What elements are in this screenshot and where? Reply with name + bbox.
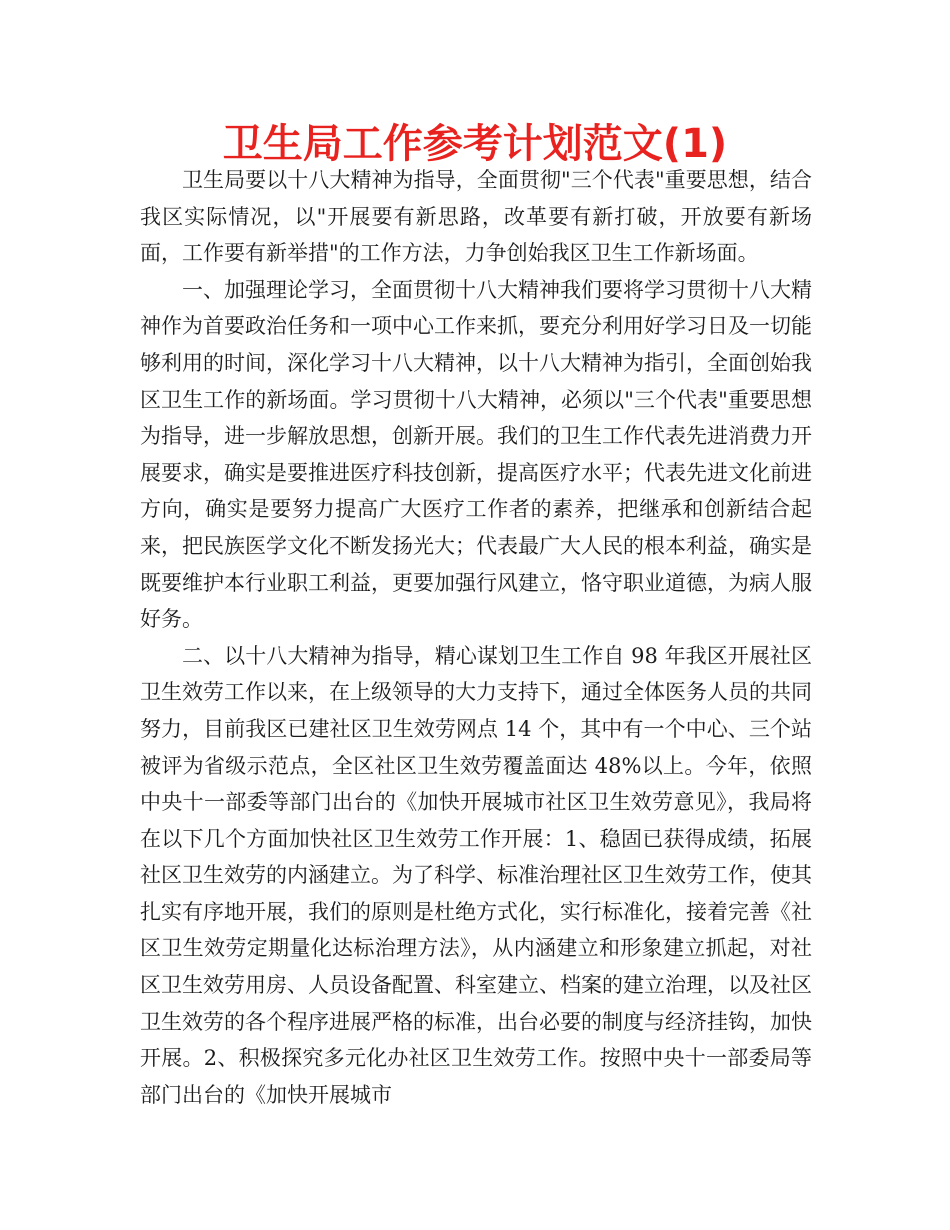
document-title: 卫生局工作参考计划范文(1) [222,121,728,167]
paragraph-section-one: 一、加强理论学习，全面贯彻十八大精神我们要将学习贯彻十八大精神作为首要政治任务和一项中心工作来抓，要充分利用好学习日及一切能够利用的时间，深化学习十八大精神，以十八大精神为指引，全面创始我区卫生工作的新场面。学习贯彻十八大精神，必须以"三个代表"重要思想为指导，进一步解放思想，创新开展。我们的卫生工作代表先进消费力开展要求，确实是要推进医疗科技创新，提高医疗水平；代表先进文化前进方向，确实是要努力提高广大医疗工作者的素养，把继承和创新结合起来，把民族医学文化不断发扬光大；代表最广大人民的根本利益，确实是既要维护本行业职工利益，更要加强行风建立，恪守职业道德，为病人服好务。 [140,277,812,632]
document-body [140,162,812,1113]
paragraph-section-two: 二、以十八大精神为指导，精心谋划卫生工作自 98 年我区开展社区卫生效劳工作以来，在上级领导的大力支持下，通过全体医务人员的共同努力，目前我区已建社区卫生效劳网点 14 个，其中有一个中心、三个站被评为省级示范点，全区社区卫生效劳覆盖面达 48%以上。今年，依照中央十一部委等部门出台的《加快开展城市社区卫生效劳意见》，我局将在以下几个方面加快社区卫生效劳工作开展：1、稳固已获得成绩，拓展社区卫生效劳的内涵建立。为了科学、标准治理社区卫生效劳工作，使其扎实有序地开展，我们的原则是杜绝方式化，实行标准化，接着完善《社区卫生效劳定期量化达标治理方法》，从内涵建立和形象建立抓起，对社区卫生效劳用房、人员设备配置、科室建立、档案的建立治理，以及社区卫生效劳的各个程序进展严格的标准，出台必要的制度与经济挂钩，加快开展。2、积极探究多元化办社区卫生效劳工作。按照中央十一部委局等部门出台的《加快开展城市 [140,643,812,1107]
paragraph-intro: 卫生局要以十八大精神为指导，全面贯彻"三个代表"重要思想，结合我区实际情况，以"开展要有新思路，改革要有新打破，开放要有新场面，工作要有新举措"的工作方法，力争创始我区卫生工作新场面。 [140,168,812,266]
